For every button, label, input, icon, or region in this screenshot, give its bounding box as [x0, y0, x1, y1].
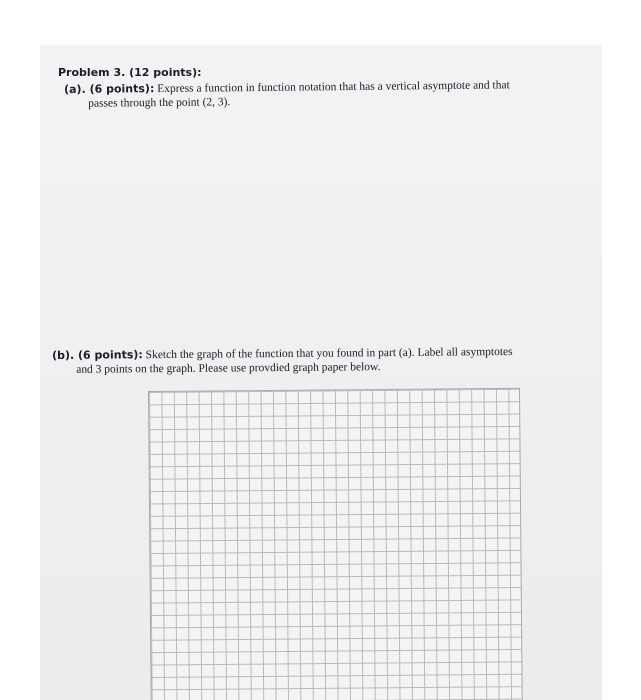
- part-a-prompt: [64, 78, 510, 111]
- part-a-text-line2: passes through the point (2, 3).: [88, 96, 231, 110]
- part-b-text-line2: and 3 points on the graph. Please use provdied graph paper below.: [76, 361, 381, 376]
- problem-title: Problem 3. (12 points):: [58, 66, 202, 79]
- part-a-text-line1: Express a function in function notation that has a vertical asymptote and that: [157, 79, 510, 96]
- part-b-label: (b). (6 points):: [52, 348, 143, 362]
- part-a-label: (a). (6 points):: [64, 82, 155, 96]
- graph-paper-grid[interactable]: [148, 388, 523, 700]
- worksheet-page: [40, 45, 602, 700]
- part-b-text-line1: Sketch the graph of the function that you found in part (a). Label all asymptotes: [145, 345, 513, 362]
- part-b-prompt: [52, 345, 513, 377]
